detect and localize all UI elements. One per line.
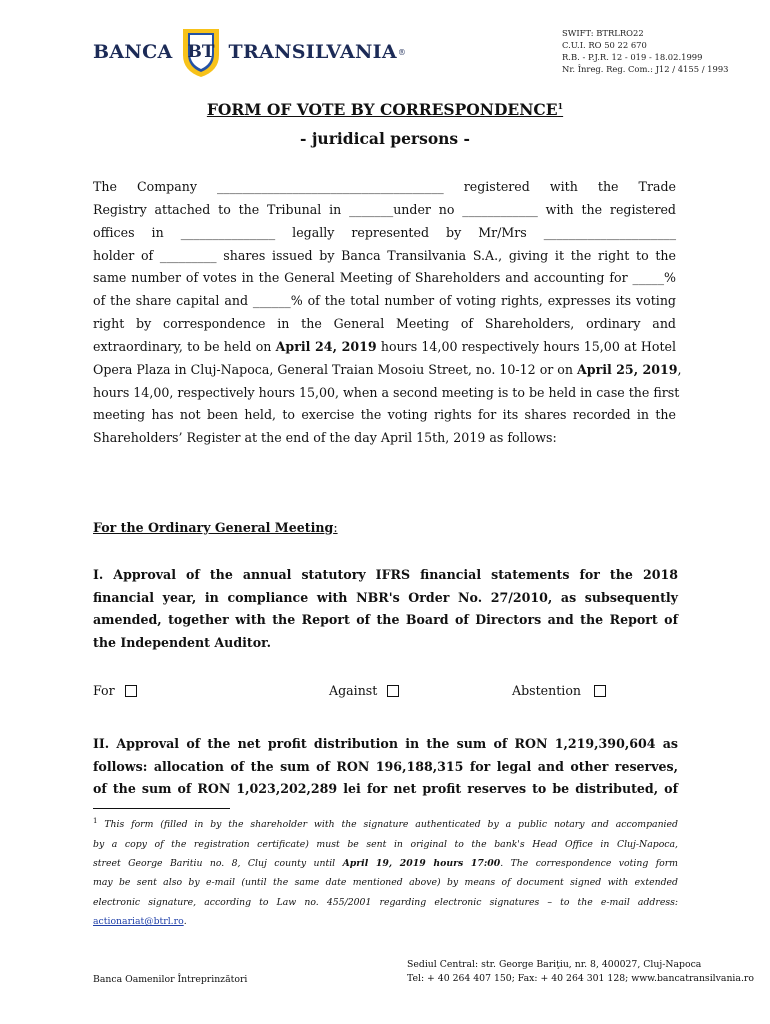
second-meeting-date: April 25, 2019 <box>577 361 678 377</box>
swift-code: SWIFT: BTRLRO22 <box>562 28 644 38</box>
agenda-item-line: of the sum of RON 1,023,202,289 lei for net profit reserves to be distributed, of <box>93 781 678 797</box>
intro-line: offices in _______________ legally represented by Mr/Mrs _____________________ <box>93 224 676 240</box>
intro-line: holder of _________ shares issued by Banca Transilvania S.A., giving it the right to the <box>93 247 676 263</box>
footnote-line: street George Baritiu no. 8, Cluj county until April 19, 2019 hours 17:00. The correspondence voting form <box>93 857 678 869</box>
ordinary-meeting-heading: For the Ordinary General Meeting: <box>93 520 338 535</box>
intro-paragraph <box>93 176 682 450</box>
vote-for-checkbox[interactable] <box>125 685 137 697</box>
vote-against-checkbox[interactable] <box>387 685 399 697</box>
footnote <box>93 812 678 932</box>
intro-line: of the share capital and ______% of the total number of voting rights, expresses its voting <box>93 293 676 309</box>
footnote-marker: 1 <box>93 817 98 825</box>
footnote-line: by a copy of the registration certificate) must be sent in original to the bank's Head Office in Cluj-Napoca, <box>93 838 678 850</box>
form-title-text: FORM OF VOTE BY CORRESPONDENCE <box>206 100 558 119</box>
vote-against-option <box>329 683 399 698</box>
logo-right-word: TRANSILVANIA <box>228 41 397 63</box>
vote-for-option <box>93 683 137 698</box>
intro-line: meeting has not been held, to exercise the voting rights for its shares recorded in the <box>93 407 676 423</box>
agenda-item-line: the Independent Auditor. <box>93 634 271 650</box>
form-title <box>0 100 770 119</box>
agenda-item-line: amended, together with the Report of the Board of Directors and the Report of <box>93 612 678 628</box>
first-meeting-date: April 24, 2019 <box>275 338 377 354</box>
agenda-item-2 <box>93 733 678 801</box>
bank-info <box>562 27 729 75</box>
contact-details: Tel: + 40 264 407 150; Fax: + 40 264 301 128; www.bancatransilvania.ro <box>407 973 754 984</box>
registry-number: R.B. - P.J.R. 12 - 019 - 18.02.1999 <box>562 52 703 62</box>
agenda-item-line: I. Approval of the annual statutory IFRS financial statements for the 2018 <box>93 567 678 582</box>
vote-for-label: For <box>93 683 115 698</box>
intro-line: The Company ____________________________________ registered with the Trade <box>93 179 676 194</box>
agenda-item-line: II. Approval of the net profit distribution in the sum of RON 1,219,390,604 as <box>93 736 678 751</box>
email-link[interactable]: actionariat@btrl.ro <box>93 916 184 928</box>
footnote-line: actionariat@btrl.ro. <box>93 916 187 928</box>
intro-line: right by correspondence in the General Meeting of Shareholders, ordinary and <box>93 316 676 332</box>
footnote-divider <box>93 808 230 809</box>
footnote-line: $^1$ This form (filled in by the shareholder with the signature authenticated by a public notary and accompanied <box>93 817 678 831</box>
intro-line: extraordinary, to be held on April 24, 2019 hours 14,00 respectively hours 15,00 at Hotel <box>93 338 676 354</box>
footer-contact <box>407 958 754 986</box>
intro-line: same number of votes in the General Meeting of Shareholders and accounting for _____% <box>93 270 676 286</box>
intro-line: Opera Plaza in Cluj-Napoca, General Traian Mosoiu Street, no. 10-12 or on April 25, 2019, <box>93 361 682 377</box>
head-office-address: Sediul Central: str. George Bariţiu, nr. 8, 400027, Cluj-Napoca <box>407 959 702 970</box>
agenda-item-line: financial year, in compliance with NBR's Order No. 27/2010, as subsequently <box>93 589 678 605</box>
title-footnote-marker: 1 <box>557 100 564 111</box>
agenda-item-line: follows: allocation of the sum of RON 196,188,315 for legal and other reserves, <box>93 758 678 774</box>
trade-registry-number: Nr. Înreg. Reg. Com.: J12 / 4155 / 1993 <box>562 64 729 74</box>
logo-shield-icon <box>179 25 223 79</box>
intro-line: hours 14,00, respectively hours 15,00, when a second meeting is to be held in case the first <box>93 384 680 400</box>
logo-registered-mark: ® <box>397 47 406 57</box>
bank-logo <box>93 22 406 82</box>
vote-abstention-option <box>512 683 606 698</box>
footnote-line: electronic signature, according to Law no. 455/2001 regarding electronic signatures – to the e-mail address: <box>93 896 678 908</box>
footer-slogan: Banca Oamenilor Întreprinzători <box>93 974 248 985</box>
logo-left-word: BANCA <box>93 41 173 63</box>
footnote-line: may be sent also by e-mail (until the same date mentioned above) by means of document signed with extended <box>93 877 678 889</box>
agenda-item-1 <box>93 564 678 654</box>
logo-monogram: BT <box>187 42 215 62</box>
vote-abstention-label: Abstention <box>512 683 582 698</box>
deadline: April 19, 2019 hours 17:00 <box>342 857 501 869</box>
form-subtitle: - juridical persons - <box>299 129 470 148</box>
intro-line: Registry attached to the Tribunal in _______under no ____________ with the registered <box>93 201 676 217</box>
intro-line: Shareholders’ Register at the end of the day April 15th, 2019 as follows: <box>93 430 557 446</box>
fiscal-code: C.U.I. RO 50 22 670 <box>562 40 647 50</box>
vote-against-label: Against <box>329 683 378 698</box>
vote-abstention-checkbox[interactable] <box>594 685 606 697</box>
